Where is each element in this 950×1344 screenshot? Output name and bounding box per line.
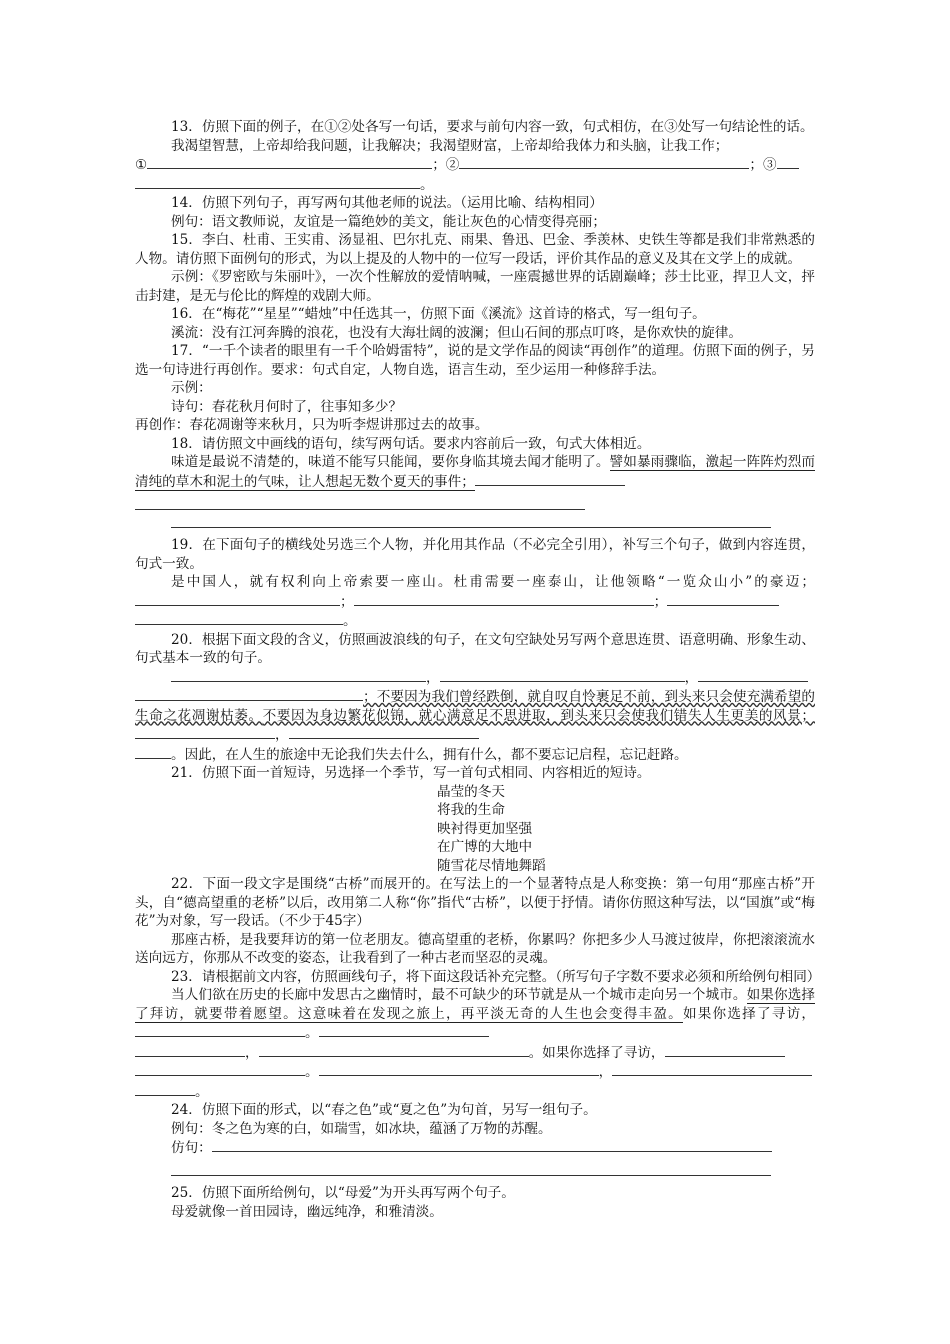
- q20-blank-row: ， ，: [135, 668, 815, 688]
- q19-blank-1[interactable]: [135, 592, 340, 606]
- q23-blank-6[interactable]: [319, 1062, 599, 1076]
- q21-poem-line: 晶莹的冬天: [437, 783, 505, 800]
- q22-text: 那座古桥，是我要拜访的第一位老朋友。德高望重的老桥，你累吗？你把多少人马渡过彼岸，你把滚滚流水送向远方，你那从不改变的姿态，让我看到了一种古老而坚忍的灵魂。: [135, 931, 815, 966]
- exercise-page: [135, 118, 821, 1221]
- q18-text: 味道是最说不清楚的，味道不能写只能闻，要你身临其境去闻才能明了。譬如暴雨骤临，激起一阵阵灼烈而清纯的草木和泥土的气味，让人想起无数个夏天的事件；: [135, 454, 816, 490]
- q24-blank-line-2[interactable]: [171, 1158, 771, 1177]
- q18-blank-1[interactable]: [475, 472, 625, 486]
- q19-text: 是中国人，就有权利向上帝索要一座山。杜甫需要一座泰山，让他领略“一览众山小”的豪迈；； ；: [135, 573, 815, 611]
- q17-label: 示例：: [171, 380, 212, 396]
- q18-blank-line-2[interactable]: [171, 510, 771, 529]
- q20-blank-1[interactable]: [171, 668, 426, 682]
- q24-example: 例句：冬之色为寒的白，如瑞雪，如冰块，蕴涵了万物的苏醒。: [171, 1120, 552, 1137]
- q24-blank-1[interactable]: [212, 1138, 772, 1152]
- q19-end-line: 。: [135, 611, 815, 631]
- q13-blank-3[interactable]: [777, 155, 799, 169]
- q14-stem: 14．仿照下列句子，再写两句其他老师的说法。（运用比喻、结构相同）: [171, 195, 603, 211]
- q15-example: 示例：《罗密欧与朱丽叶》，一次个性解放的爱情呐喊，一座震撼世界的话剧巅峰；莎士比亚，捍卫人文，抨击封建，是无与伦比的辉煌的戏剧大师。: [135, 269, 815, 304]
- q23-line-2: ， 。如果你选择了寻访，: [135, 1043, 815, 1063]
- q19-blank-3[interactable]: [667, 592, 779, 606]
- q20-stem: 20．根据下面文段的含义，仿照画波浪线的句子，在文句空缺处另写两个意思连贯、语意明确、形象生动、句式基本一致的句子。: [135, 631, 815, 666]
- q24-imitate-row: 仿句：: [135, 1138, 815, 1158]
- q21-poem-line: 在广博的大地中: [437, 839, 533, 855]
- q25-example: 母爱就像一首田园诗，幽远纯净，和雅清淡。: [171, 1203, 443, 1220]
- q20-tail: 。因此，在人生的旅途中无论我们失去什么，拥有什么，都不要忘记启程，忘记赶路。: [135, 745, 815, 765]
- q23-line-4: 。: [135, 1082, 815, 1102]
- q16-example: 溪流：没有江河奔腾的浪花，也没有大海壮阔的波澜；但山石间的那点叮咚，是你欢快的旋律。: [171, 324, 742, 341]
- q23-blank-3[interactable]: [259, 1043, 529, 1057]
- q18-blank-line-1[interactable]: [135, 491, 585, 510]
- q20-wavy-sentence: ；不要因为我们曾经跌倒，就自叹自怜裹足不前，到头来只会使充满希望的生命之花凋谢枯萎。: [135, 689, 815, 724]
- q23-line-3: 。 ，: [135, 1062, 815, 1082]
- q20-blank-6[interactable]: [289, 725, 479, 739]
- q21-poem-line: 随雪花尽情地舞蹈: [437, 857, 546, 874]
- q16-stem: 16．在“梅花”“星星”“蜡烛”中任选其一，仿照下面《溪流》这首诗的格式，写一组句子。: [171, 306, 706, 322]
- q23-stem: 23．请根据前文内容，仿照画线句子，将下面这段话补充完整。（所写句子字数不要求必须和所给例句相同）: [171, 968, 821, 985]
- q18-underlined-sentence: 譬如暴雨骤临，激起一阵阵灼烈而清纯的草木和泥土的气味，让人想起无数个夏天的事件；: [135, 454, 816, 490]
- q17-recreate: 再创作：春花凋谢等来秋月，只为听李煜讲那过去的故事。: [135, 417, 489, 433]
- q19-stem: 19．在下面句子的横线处另选三个人物，并化用其作品（不必完全引用），补写三个句子，做到内容连贯，句式一致。: [135, 537, 815, 572]
- q14-example: 例句：语文教师说，友谊是一篇绝妙的美文，能让灰色的心情变得亮丽；: [171, 213, 606, 230]
- q13-example: 我渴望智慧，上帝却给我问题，让我解决；我渴望财富，上帝却给我体力和头脑，让我工作；: [171, 137, 729, 154]
- q13-stem: 13．仿照下面的例子，在①②处各写一句话，要求与前句内容一致，句式相仿，在③处写一句结论性的话。: [171, 119, 814, 135]
- q20-blank-3[interactable]: [698, 668, 808, 682]
- q21-poem-line: 映衬得更加坚强: [437, 820, 533, 837]
- q20-blank-2[interactable]: [440, 668, 685, 682]
- q24-stem: 24．仿照下面的形式，以“春之色”或“夏之色”为句首，另写一组句子。: [171, 1102, 597, 1118]
- q20-blank-4[interactable]: [135, 687, 363, 701]
- q20-wavy-sentence-2: 不要因为身边繁花似锦，就心满意足不思进取，到头来只会使我们错失人生更美的风景；: [262, 707, 815, 724]
- q18-stem: 18．请仿照文中画线的语句，续写两句话。要求内容前后一致，句式大体相近。: [171, 435, 651, 452]
- q21-poem: [135, 783, 815, 876]
- q13-answer-line: ① ；② ；③: [135, 155, 815, 175]
- q17-stem: 17．“一千个读者的眼里有一千个哈姆雷特”，说的是文学作品的阅读“再创作”的道理。仿照下面的例子，另选一句诗进行再创作。要求：句式自定，人物自选，语言生动，至少运用一种修辞手法。: [135, 343, 815, 378]
- q13-blank-2[interactable]: [459, 155, 749, 169]
- q20-blank-5[interactable]: [135, 725, 275, 739]
- q22-stem: 22．下面一段文字是围绕“古桥”而展开的。在写法上的一个显著特点是人称变换：第一句用“那座古桥”开头，自“德高望重的老桥”以后，改用第二人称“你”指代“古桥”，以便于抒情。请你仿照这种写法，以“国旗”或“梅花”为对象，写一段话。（不少于45字）: [135, 876, 815, 929]
- q19-blank-3b[interactable]: [135, 611, 343, 625]
- q21-stem: 21．仿照下面一首短诗，另选择一个季节，写一首句式相同、内容相近的短诗。: [171, 765, 651, 781]
- q23-blank-5[interactable]: [135, 1062, 305, 1076]
- q23-blank-8[interactable]: [135, 1082, 195, 1096]
- q25-stem: 25．仿照下面所给例句，以“母爱”为开头再写两个句子。: [171, 1185, 515, 1201]
- q15-stem: 15．李白、杜甫、王实甫、汤显祖、巴尔扎克、雨果、鲁迅、巴金、季羡林、史铁生等都是我们非常熟悉的人物。请仿照下面例句的形式，为以上提及的人物中的一位写一段话，评价其作品的意义及其在文学上的成就。: [135, 232, 815, 267]
- q13-blank-1[interactable]: [147, 155, 432, 169]
- q19-blank-2[interactable]: [354, 592, 654, 606]
- q17-poem: 诗句：春花秋月何时了，往事知多少？: [171, 398, 403, 415]
- q20-text: ；不要因为我们曾经跌倒，就自叹自怜裹足不前，到头来只会使充满希望的生命之花凋谢枯萎。不要因为身边繁花似锦，就心满意足不思进取，到头来只会使我们错失人生更美的风景；，: [135, 689, 815, 743]
- q23-blank-4[interactable]: [665, 1043, 785, 1057]
- q13-blank-3b[interactable]: [135, 175, 420, 189]
- q20-blank-7[interactable]: [135, 745, 171, 759]
- q23-blank-1[interactable]: [135, 1023, 305, 1037]
- q23-blank-2[interactable]: [135, 1043, 245, 1057]
- q23-blank-1b[interactable]: [319, 1023, 489, 1037]
- q21-poem-line: 将我的生命: [437, 802, 505, 818]
- q13-answer-line-2: 。: [135, 175, 815, 195]
- q23-underlined-sentence: 如果你选择了拜访，就要带着愿望。这意味着在发现之旅上，再平淡无奇的人生也会变得丰盈。: [135, 987, 816, 1022]
- q23-text: 当人们欲在历史的长廊中发思古之幽情时，最不可缺少的环节就是从一个城市走向另一个城市。如果你选择了拜访，就要带着愿望。这意味着在发现之旅上，再平淡无奇的人生也会变得丰盈。如果你选择了寻访，。: [135, 987, 816, 1041]
- q23-blank-7[interactable]: [612, 1062, 812, 1076]
